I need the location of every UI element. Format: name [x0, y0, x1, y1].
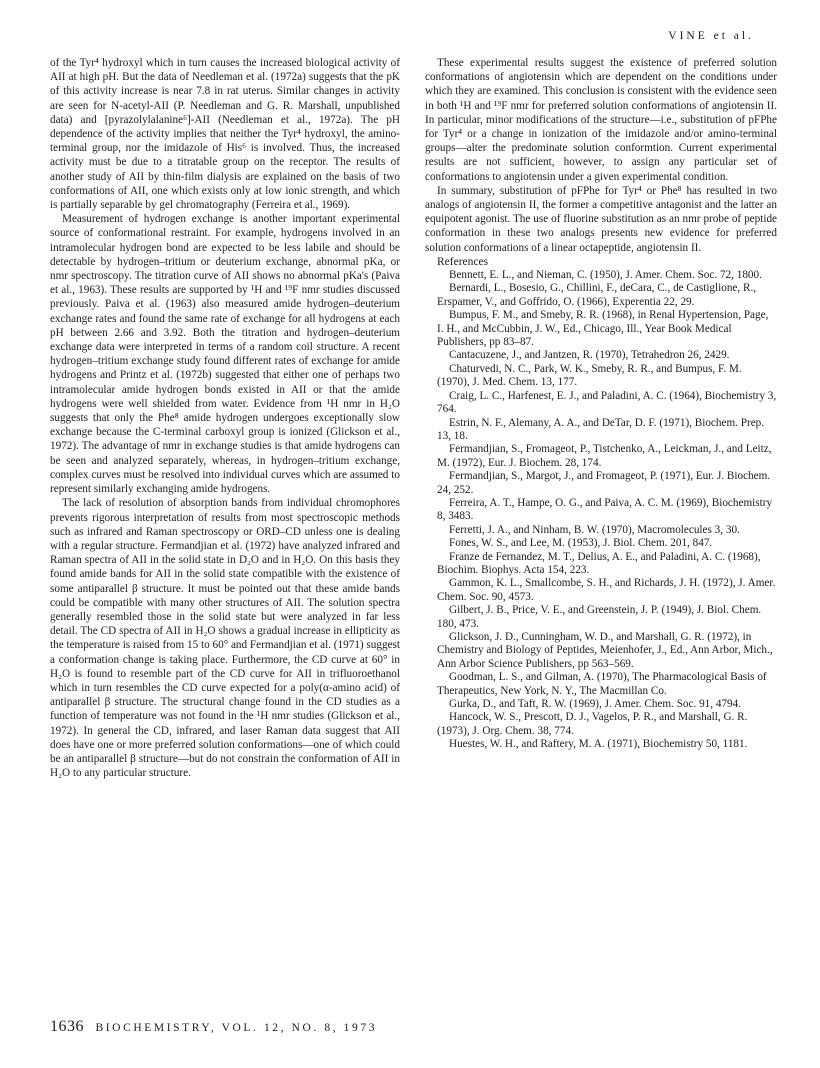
body-paragraph: These experimental results suggest the existence of preferred solution conformations of angiotensin which are dependent on the conditions under which they are examined. This conclusion is consistent with the evidence seen in both ¹H and ¹⁹F nmr for preferred solution conformations of angiotensin II. In particular, minor modifications of the structure—i.e., substitution of pFPhe for Tyr⁴ or a change in ionization of the imidazole and/or amino-terminal groups—alter the predominate solution conformtion. Current experimental results are not sufficient, however, to assign any particular set of conformations to angiotensin under a given experimental condition.	[425, 57, 777, 183]
body-paragraph: Measurement of hydrogen exchange is another important experimental source of conformational restraint. For example, hydrogens involved in an intramolecular hydrogen bond are expected to be less labile and should be detectable by hydrogen–tritium or deuterium exchange, abnormal pKa, or nmr spectroscopy. The titration curve of AII shows no abnormal pKa's (Paiva et al., 1963). These results are supported by ¹H and ¹⁹F nmr studies discussed previously. Paiva et al. (1963) also measured amide hydrogen–deuterium exchange rates and found the same rate of exchange for all hydrogens at each pH between 2.66 and 3.92. Both the titration and hydrogen–deuterium exchange data were interpreted in terms of a random coil structure. A recent hydrogen–tritium exchange study found different rates of exchange for amide hydrogens and Printz et al. (1972b) suggested that either one of perhaps two intramolecular amide hydrogen bonds existed in AII or that the amide hydrogens were well shielded from water. Evidence from ¹H nmr in H₂O suggests that only the Phe⁸ amide hydrogen undergoes exceptionally slow exchange because the C-terminal carboxyl group is ionized (Glickson et al., 1972). The advantage of nmr in exchange studies is that amide hydrogens can be seen and analyzed separately, whereas, in hydrogen–tritium exchange, complex curves must be resolved into individual curves which are assumed to represent similarly exchanging amide hydrogens.	[50, 213, 400, 496]
reference-entry: Chaturvedi, N. C., Park, W. K., Smeby, R. R., and Bumpus, F. M. (1970), J. Med. Chem. 13, 177.	[437, 362, 742, 389]
reference-entry: Huestes, W. H., and Raftery, M. A. (1971), Biochemistry 50, 1181.	[449, 738, 748, 751]
reference-entry: Bernardi, L., Bosesio, G., Chillini, F., deCara, C., de Castiglione, R., Erspamer, V., and Goffrido, O. (1966), Experentia 22, 29.	[437, 282, 757, 308]
reference-entry: Fermandjian, S., Margot, J., and Fromageot, P. (1971), Eur. J. Biochem. 24, 252.	[437, 470, 771, 496]
references-heading: References	[437, 255, 489, 268]
reference-entry: Gurka, D., and Taft, R. W. (1969), J. Amer. Chem. Soc. 91, 4794.	[449, 698, 742, 711]
reference-entry: Craig, L. C., Harfenest, E. J., and Paladini, A. C. (1964), Biochemistry 3, 764.	[437, 389, 777, 416]
reference-entry: Ferretti, J. A., and Ninham, B. W. (1970), Macromolecules 3, 30.	[449, 523, 740, 536]
reference-entry: Fermandjian, S., Fromageot, P., Tistchenko, A., Leickman, J., and Leitz, M. (1972), Eur. J. Biochem. 28, 174.	[437, 443, 772, 469]
body-paragraph: In summary, substitution of pFPhe for Tyr⁴ or Phe⁸ has resulted in two analogs of angiotensin II, the former a competitive antagonist and the latter an equipotent agonist. The use of fluorine substitution as an nmr probe of peptide conformation in these two analogs presents new evidence for preferred solution conformations of a linear octapeptide, angiotensin II.	[425, 184, 777, 254]
reference-entry: Ferreira, A. T., Hampe, O. G., and Paiva, A. C. M. (1969), Biochemistry 8, 3483.	[437, 496, 773, 523]
reference-entry: Gammon, K. L., Smallcombe, S. H., and Richards, J. H. (1972), J. Amer. Chem. Soc. 90, 4573.	[437, 577, 776, 603]
left-column	[50, 56, 400, 780]
running-head: VINE et al.	[668, 30, 754, 42]
reference-entry: Bennett, E. L., and Nieman, C. (1950), J. Amer. Chem. Soc. 72, 1800.	[449, 269, 762, 282]
body-paragraph: of the Tyr⁴ hydroxyl which in turn causes the increased biological activity of AII at high pH. But the data of Needleman et al. (1972a) suggests that the pK of this activity increase is near 7.8 in rat uterus. Similar changes in activity are seen for N-acetyl-AII (P. Needleman and G. R. Marshall, unpublished data) and [pyrazolylalanine⁶]-AII (Needleman et al., 1972a). The pH dependence of the activity implies that neither the Tyr⁴ hydroxyl, the amino-terminal group, nor the imidazole of His⁶ is involved. Thus, the increased activity must be due to a titratable group on the receptor. The results of another study of AII by thin-film dialysis are explained on the basis of two conformations of AII, one which exists only at low ionic strength, and which is partially separable by gel chromatography (Ferreira et al., 1969).	[50, 57, 400, 212]
page-footer	[50, 1018, 377, 1036]
reference-entry: Estrin, N. F., Alemany, A. A., and DeTar, D. F. (1971), Biochem. Prep. 13, 18.	[437, 416, 765, 442]
reference-entry: Fones, W. S., and Lee, M. (1953), J. Biol. Chem. 201, 847.	[449, 537, 713, 550]
reference-entry: Franze de Fernandez, M. T., Delius, A. E., and Paladini, A. C. (1968), Biochim. Biophys. Acta 154, 223.	[437, 550, 761, 576]
right-column	[425, 56, 777, 752]
body-paragraph: The lack of resolution of absorption bands from individual chromophores prevents rigorous interpretation of results from most spectroscopic methods such as infrared and Raman spectroscopy or ORD–CD unless one is dealing with a regular structure. Fermandjian et al. (1972) have analyzed infrared and Raman spectra of AII in the solid state in D₂O and in H₂O. On this basis they found amide bands for AII in the solid state compatible with the existence of some antiparallel β structure. It must be pointed out that these amide bands could be compatible with many other structures of AII. The solution spectra generally resembled those in the solid state but were analyzed in far less detail. The CD spectra of AII in H₂O shows a gradual increase in ellipticity as the temperature is raised from 15 to 60° and Fermandjian et al. (1971) suggest a conformation change is taking place. Furthermore, the CD curve at 60° in H₂O is found to resemble part of the CD curve for AII in trifluoroethanol which in turn resembles the CD curve expected for a poly(α-amino acid) of antiparallel β structure. The structural change found in the CD studies as a function of temperature was not found in the ¹H nmr studies (Glickson et al., 1972). In general the CD, infrared, and laser Raman data suggest that AII does have one or more preferred solution conformations—one of which could be an antiparallel β structure—but do not constrain the conformation of AII in H₂O to any particular structure.	[50, 497, 400, 780]
reference-entry: Hancock, W. S., Prescott, D. J., Vagelos, P. R., and Marshall, G. R. (1973), J. Org. Chem. 38, 774.	[437, 711, 748, 737]
reference-entry: Bumpus, F. M., and Smeby, R. R. (1968), in Renal Hypertension, Page, I. H., and McCubbin, J. W., Ed., Chicago, Ill., Year Book Medical Publishers, pp 83–87.	[437, 309, 769, 349]
reference-entry: Cantacuzene, J., and Jantzen, R. (1970), Tetrahedron 26, 2429.	[449, 349, 730, 362]
page-number: 1636	[50, 1018, 84, 1035]
reference-entry: Glickson, J. D., Cunningham, W. D., and Marshall, G. R. (1972), in Chemistry and Biology of Peptides, Meienhofer, J., Ed., Ann Arbor, Mich., Ann Arbor Science Publishers, pp 563–569.	[437, 631, 773, 670]
reference-list	[425, 269, 777, 752]
reference-entry: Gilbert, J. B., Price, V. E., and Greenstein, J. P. (1949), J. Biol. Chem. 180, 473.	[437, 604, 762, 630]
journal-line: BIOCHEMISTRY, VOL. 12, NO. 8, 1973	[95, 1022, 378, 1034]
reference-entry: Goodman, L. S., and Gilman, A. (1970), The Pharmacological Basis of Therapeutics, New York, N. Y., The Macmillan Co.	[437, 671, 767, 697]
